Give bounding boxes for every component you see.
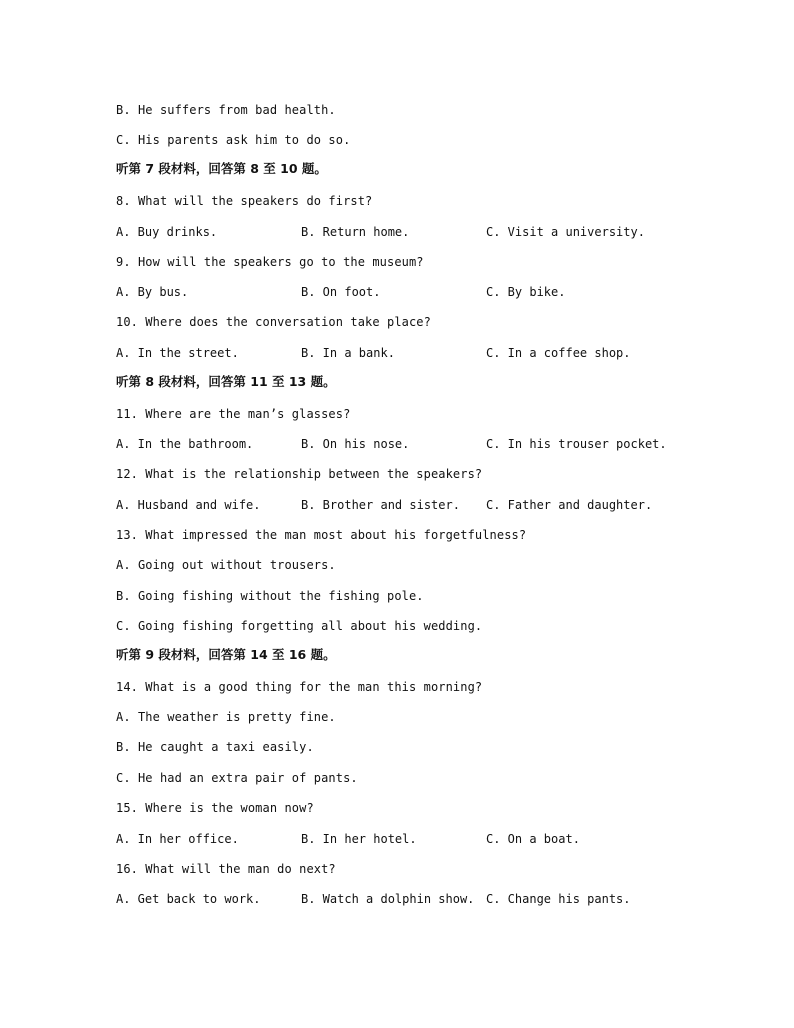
q12-option-c: C. Father and daughter. — [486, 498, 653, 512]
q8-option-c: C. Visit a university. — [486, 225, 645, 239]
question-16: 16. What will the man do next? — [116, 862, 336, 876]
q9-option-a: A. By bus. — [116, 285, 189, 299]
q12-option-b: B. Brother and sister. — [301, 498, 460, 512]
q11-option-c: C. In his trouser pocket. — [486, 437, 667, 451]
q13-option-b: B. Going fishing without the fishing pole. — [116, 589, 424, 603]
q9-option-c: C. By bike. — [486, 285, 566, 299]
q11-option-b: B. On his nose. — [301, 437, 410, 451]
question-13: 13. What impressed the man most about his forgetfulness? — [116, 528, 527, 542]
q16-option-b: B. Watch a dolphin show. — [301, 892, 475, 906]
q6-option-b: B. He suffers from bad health. — [116, 103, 336, 117]
question-10: 10. Where does the conversation take place? — [116, 315, 431, 329]
q15-option-a: A. In her office. — [116, 832, 239, 846]
q14-option-a: A. The weather is pretty fine. — [116, 710, 336, 724]
q16-option-c: C. Change his pants. — [486, 892, 631, 906]
q12-option-a: A. Husband and wife. — [116, 498, 261, 512]
q8-option-b: B. Return home. — [301, 225, 410, 239]
question-14: 14. What is a good thing for the man this morning? — [116, 680, 483, 694]
question-11: 11. Where are the man’s glasses? — [116, 407, 351, 421]
question-9: 9. How will the speakers go to the museum? — [116, 255, 424, 269]
q11-option-a: A. In the bathroom. — [116, 437, 254, 451]
q15-option-c: C. On a boat. — [486, 832, 580, 846]
q13-option-c: C. Going fishing forgetting all about his wedding. — [116, 619, 483, 633]
question-12: 12. What is the relationship between the speakers? — [116, 467, 483, 481]
q9-option-b: B. On foot. — [301, 285, 381, 299]
q14-option-b: B. He caught a taxi easily. — [116, 740, 314, 754]
q14-option-c: C. He had an extra pair of pants. — [116, 771, 358, 785]
q8-option-a: A. Buy drinks. — [116, 225, 218, 239]
q10-option-b: B. In a bank. — [301, 346, 395, 360]
question-15: 15. Where is the woman now? — [116, 801, 314, 815]
q10-option-c: C. In a coffee shop. — [486, 346, 631, 360]
question-8: 8. What will the speakers do first? — [116, 194, 373, 208]
q13-option-a: A. Going out without trousers. — [116, 558, 336, 572]
q16-option-a: A. Get back to work. — [116, 892, 261, 906]
section-heading-9: 听第 9 段材料，回答第 14 至 16 题。 — [116, 647, 336, 662]
q15-option-b: B. In her hotel. — [301, 832, 417, 846]
q10-option-a: A. In the street. — [116, 346, 239, 360]
q6-option-c: C. His parents ask him to do so. — [116, 133, 351, 147]
section-heading-7: 听第 7 段材料，回答第 8 至 10 题。 — [116, 161, 327, 176]
section-heading-8: 听第 8 段材料，回答第 11 至 13 题。 — [116, 374, 336, 389]
